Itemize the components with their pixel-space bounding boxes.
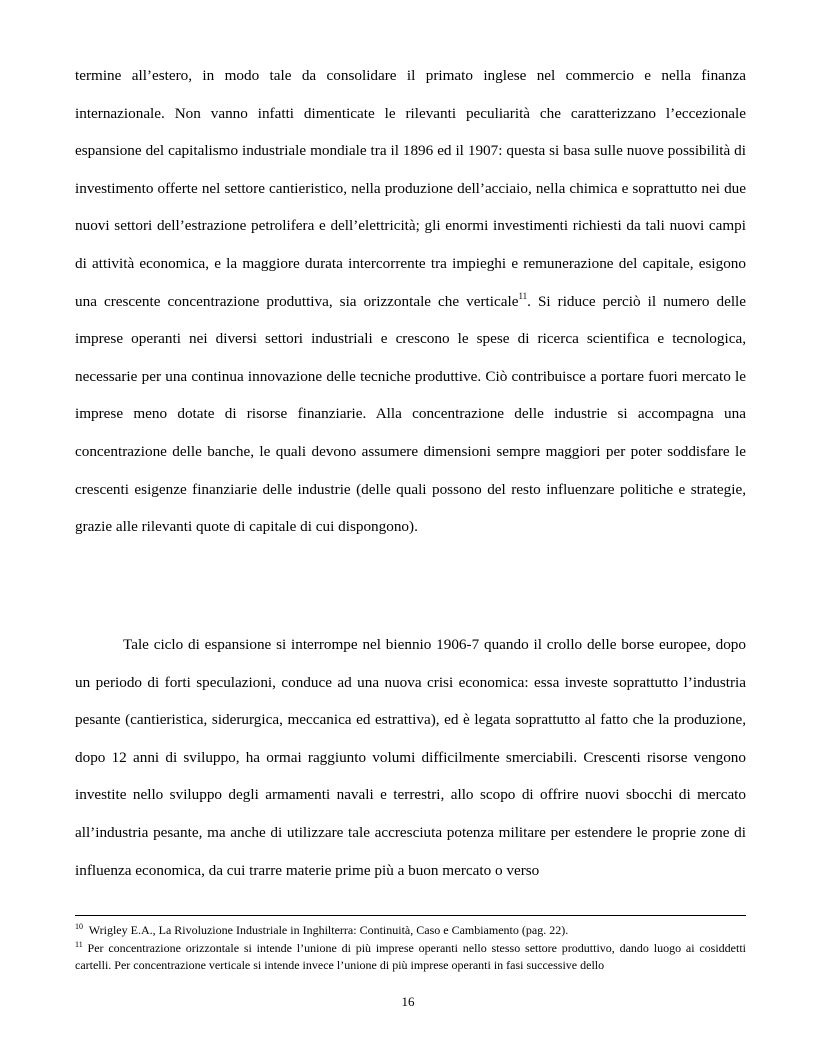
footnote-number: 10 [75, 922, 83, 931]
footnote-text: Per concentrazione orizzontale si intende l’unione di più imprese operanti nello stesso settore produttivo, dando luogo ai cosiddetti cartelli. Per concentrazione verticale si intende invece l’unione di più imprese operanti in fasi successive dello [75, 940, 746, 972]
body-paragraph [75, 57, 746, 546]
body-paragraph: Tale ciclo di espansione si interrompe nel biennio 1906-7 quando il crollo delle borse europee, dopo un periodo di forti speculazioni, conduce ad una nuova crisi economica: essa investe soprattutto l’industria pesante (cantieristica, siderurgica, meccanica ed estrattiva), ed è legata soprattutto al fatto che la produzione, dopo 12 anni di sviluppo, ha ormai raggiunto volumi difficilmente smerciabili. Crescenti risorse vengono investite nello sviluppo degli armamenti navali e terrestri, allo scopo di offrire nuovi sbocchi di mercato all’industria pesante, ma anche di utilizzare tale accresciuta potenza militare per estendere le proprie zone di influenza economica, da cui trarre materie prime più a buon mercato o verso [75, 636, 746, 879]
paragraph-text: termine all’estero, in modo tale da consolidare il primato inglese nel commercio e nella finanza internazionale. Non vanno infatti dimenticate le rilevanti peculiarità che caratterizzano l’eccezionale espansione del capitalismo industriale mondiale tra il 1896 ed il 1907: questa si basa sulle nuove possibilità di investimento offerte nel settore cantieristico, nella produzione dell’acciaio, nella chimica e soprattutto nei due nuovi settori dell’estrazione petrolifera e dell’elettricità; gli enormi investimenti richiesti da tali nuovi campi di attività economica, e la maggiore durata intercorrente tra impieghi e remunerazione del capitale, esigono una crescente concentrazione produttiva, sia orizzontale che verticale [75, 67, 746, 310]
footnote [75, 940, 746, 975]
footnote-reference[interactable]: 11 [518, 290, 528, 301]
footnote-separator [75, 915, 746, 916]
footnotes [75, 922, 746, 975]
footnote-number: 11 [75, 939, 83, 949]
footnote-text: Wrigley E.A., La Rivoluzione Industriale in Inghilterra: Continuità, Caso e Cambiamento (pag. 22). [88, 923, 569, 937]
footnote [75, 922, 746, 940]
page-number: 16 [401, 994, 415, 1009]
paragraph-text-continued: . Si riduce perciò il numero delle imprese operanti nei diversi settori industriali e crescono le spese di ricerca scientifica e tecnologica, necessarie per una continua innovazione delle tecniche produttive. Ciò contribuisce a portare fuori mercato le imprese meno dotate di risorse finanziarie. Alla concentrazione delle industrie si accompagna una concentrazione delle banche, le quali devono assumere dimensioni sempre maggiori per poter soddisfare le crescenti esigenze finanziarie delle industrie (delle quali possono del resto influenzare politiche e strategie, grazie alle rilevanti quote di capitale di cui dispongono). [75, 292, 747, 536]
